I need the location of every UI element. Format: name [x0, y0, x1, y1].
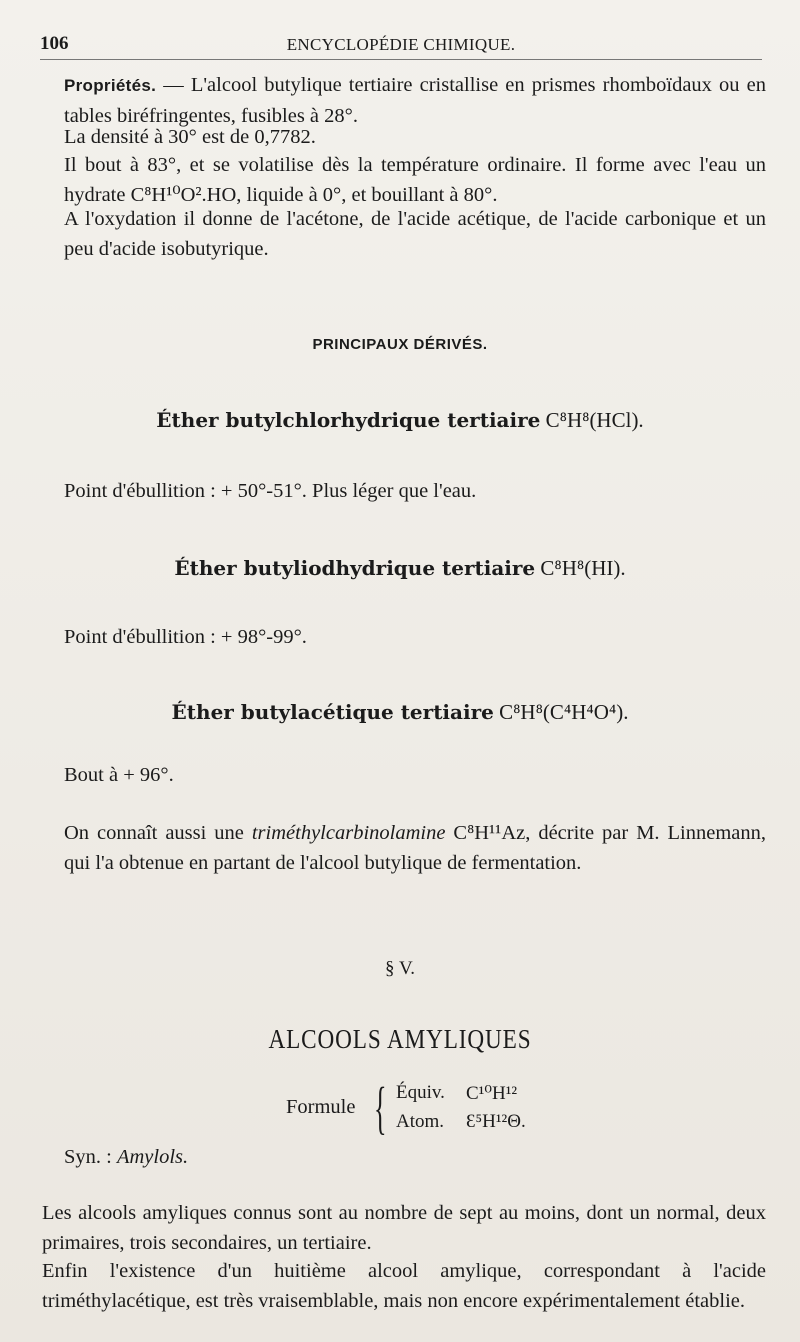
boiling-paragraph: Il bout à 83°, et se volatilise dès la température ordinaire. Il forme avec l'eau un hydrate C⁸H¹⁰O².HO, liquide à 0°, et bouillant à 80°.: [64, 154, 766, 206]
brace-glyph: {: [374, 1075, 387, 1140]
section-mark: § V.: [385, 958, 415, 979]
formula-kind-atom: Atom.: [396, 1111, 445, 1132]
formula-value-equiv: C¹⁰H¹²: [466, 1083, 518, 1104]
synonym-line: [64, 1146, 188, 1169]
formula-value-atom: Ɛ⁵H¹²Θ.: [466, 1111, 526, 1132]
page-header: [40, 33, 762, 60]
properties-lead: Propriétés.: [64, 76, 157, 95]
formula-row-atom: [396, 1111, 526, 1133]
amine-before: On connaît aussi une: [64, 822, 252, 844]
ether-heading-3: [0, 700, 800, 725]
synonym-label: Syn. :: [64, 1146, 112, 1168]
formula-block: [286, 1075, 586, 1142]
running-title: ENCYCLOPÉDIE CHIMIQUE.: [286, 35, 516, 54]
amine-name: triméthylcarbinolamine: [251, 822, 446, 844]
known-paragraph: Les alcools amyliques connus sont au nombre de sept au moins, dont un normal, deux primaires, trois secondaires, un tertiaire.: [42, 1202, 766, 1254]
ether-name-2: Éther butyliodhydrique tertiaire: [174, 556, 536, 580]
ether-name-1: Éther butylchlorhydrique tertiaire: [156, 408, 541, 432]
amine-after: C⁸H¹¹Az, décrite par M. Linnemann, qui l'a obtenue en partant de l'alcool butylique de fermentation.: [64, 822, 766, 874]
page-number: 106: [40, 33, 69, 54]
ether-property-3: Bout à + 96°.: [64, 764, 174, 786]
ether-name-3: Éther butylacétique tertiaire: [171, 700, 494, 724]
ether-property-2: Point d'ébullition : + 98°-99°.: [64, 626, 307, 648]
ether-formula-1: C⁸H⁸(HCl).: [545, 408, 644, 432]
derives-heading: PRINCIPAUX DÉRIVÉS.: [312, 336, 488, 353]
formula-kind-equiv: Équiv.: [396, 1082, 445, 1103]
ether-heading-2: [0, 556, 800, 581]
ether-formula-2: C⁸H⁸(HI).: [540, 556, 626, 580]
ether-heading-1: [0, 408, 800, 433]
density-paragraph: La densité à 30° est de 0,7782.: [64, 126, 316, 148]
section-title: ALCOOLS AMYLIQUES: [268, 1024, 532, 1054]
oxidation-paragraph: A l'oxydation il donne de l'acétone, de l'acide acétique, de l'acide carbonique et un peu d'acide isobutyrique.: [64, 208, 766, 260]
amine-paragraph: [64, 818, 766, 878]
formula-row-equiv: [396, 1082, 518, 1104]
ether-property-1: Point d'ébullition : + 50°-51°. Plus léger que l'eau.: [64, 480, 477, 502]
eighth-paragraph: Enfin l'existence d'un huitième alcool amylique, correspondant à l'acide triméthylacétique, est très vraisemblable, mais non encore expérimentalement établie.: [42, 1260, 766, 1312]
properties-text: — L'alcool butylique tertiaire cristallise en prismes rhomboïdaux ou en tables biréfringentes, fusibles à 28°.: [64, 74, 766, 127]
formula-label: Formule: [286, 1096, 356, 1118]
ether-formula-3: C⁸H⁸(C⁴H⁴O⁴).: [499, 700, 629, 724]
synonym-value: Amylols.: [116, 1146, 189, 1168]
